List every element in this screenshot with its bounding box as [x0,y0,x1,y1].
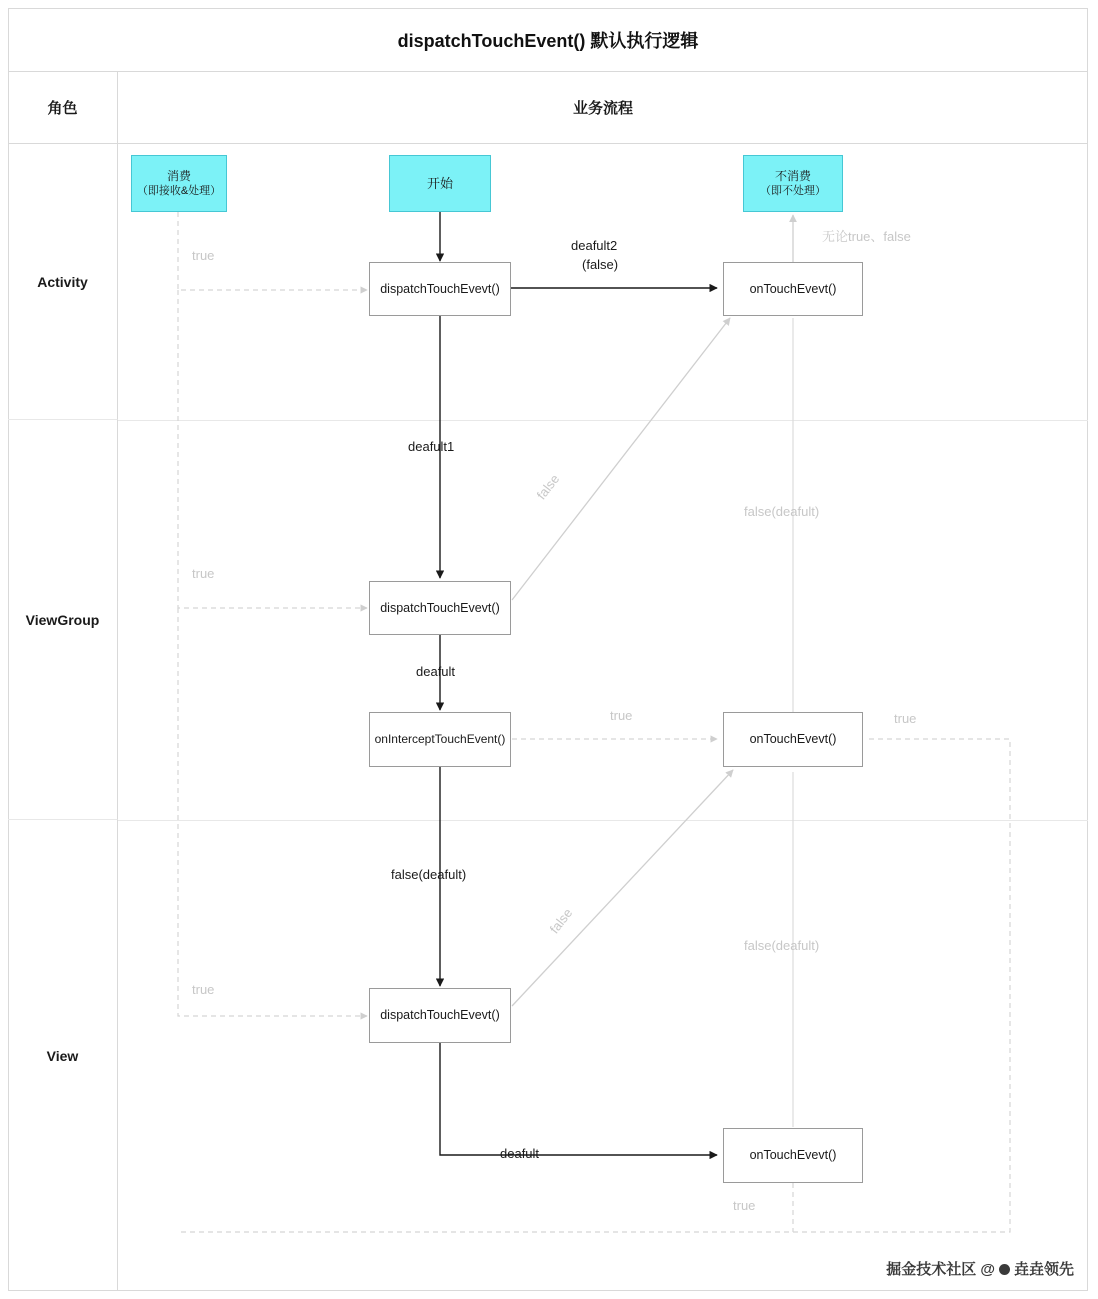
watermark [886,1258,1074,1279]
node-activity-dispatch: dispatchTouchEvevt() [369,262,511,316]
node-viewgroup-ontouch: onTouchEvevt() [723,712,863,767]
edge-label-view-bottom-true: true [733,1198,756,1213]
node-view-dispatch: dispatchTouchEvevt() [369,988,511,1043]
edge-label-deafult: deafult [416,664,456,679]
node-consume-line1: 消费 [166,168,191,183]
node-activity-ontouch: onTouchEvevt() [723,262,863,316]
node-consume [131,155,227,212]
node-not-consume-line1: 不消费 [774,168,811,183]
lane-label-view: View [8,820,118,1291]
edge-label-view-deafult: deafult [500,1146,540,1161]
edge-label-deafult1: deafult1 [408,439,455,454]
node-not-consume [743,155,843,212]
lane-label-viewgroup: ViewGroup [8,420,118,820]
node-start: 开始 [389,155,491,212]
lane-separator-2 [118,820,1088,821]
column-header-flow: 业务流程 [118,72,1088,144]
node-viewgroup-intercept: onInterceptTouchEvent() [369,712,511,767]
edge-label-deafult2: deafult2 [571,238,618,253]
edge-label-ontouch-true-right: true [894,711,917,726]
node-not-consume-line2: （即不处理） [760,185,826,198]
edge-label-viewgroup-true: true [192,566,215,581]
watermark-prefix: 掘金技术社区 @ [886,1261,995,1278]
diagram-title: dispatchTouchEvent() 默认执行逻辑 [8,8,1088,72]
lane-label-activity: Activity [8,144,118,420]
edge-label-false-default-3: false(deafult) [744,938,820,953]
node-consume-line2: （即接收&处理） [136,185,222,198]
edge-label-activity-true: true [192,248,215,263]
node-view-ontouch: onTouchEvevt() [723,1128,863,1183]
edge-label-view-true: true [192,982,215,997]
edge-label-regardless: 无论true、false [822,229,911,244]
node-viewgroup-dispatch: dispatchTouchEvevt() [369,581,511,635]
edge-label-false-diag-1: false [533,471,563,503]
lane-separator-1 [118,420,1088,421]
watermark-dot-icon [999,1264,1010,1275]
edge-label-false-default-2: false(deafult) [391,867,467,882]
edge-label-false-default-1: false(deafult) [744,504,820,519]
watermark-suffix: 垚垚领先 [1013,1261,1074,1278]
edge-label-false-diag-2: false [546,905,576,937]
edge-label-deafult2-sub: (false) [582,257,619,272]
column-header-role: 角色 [8,72,118,144]
edge-label-intercept-true: true [610,708,633,723]
